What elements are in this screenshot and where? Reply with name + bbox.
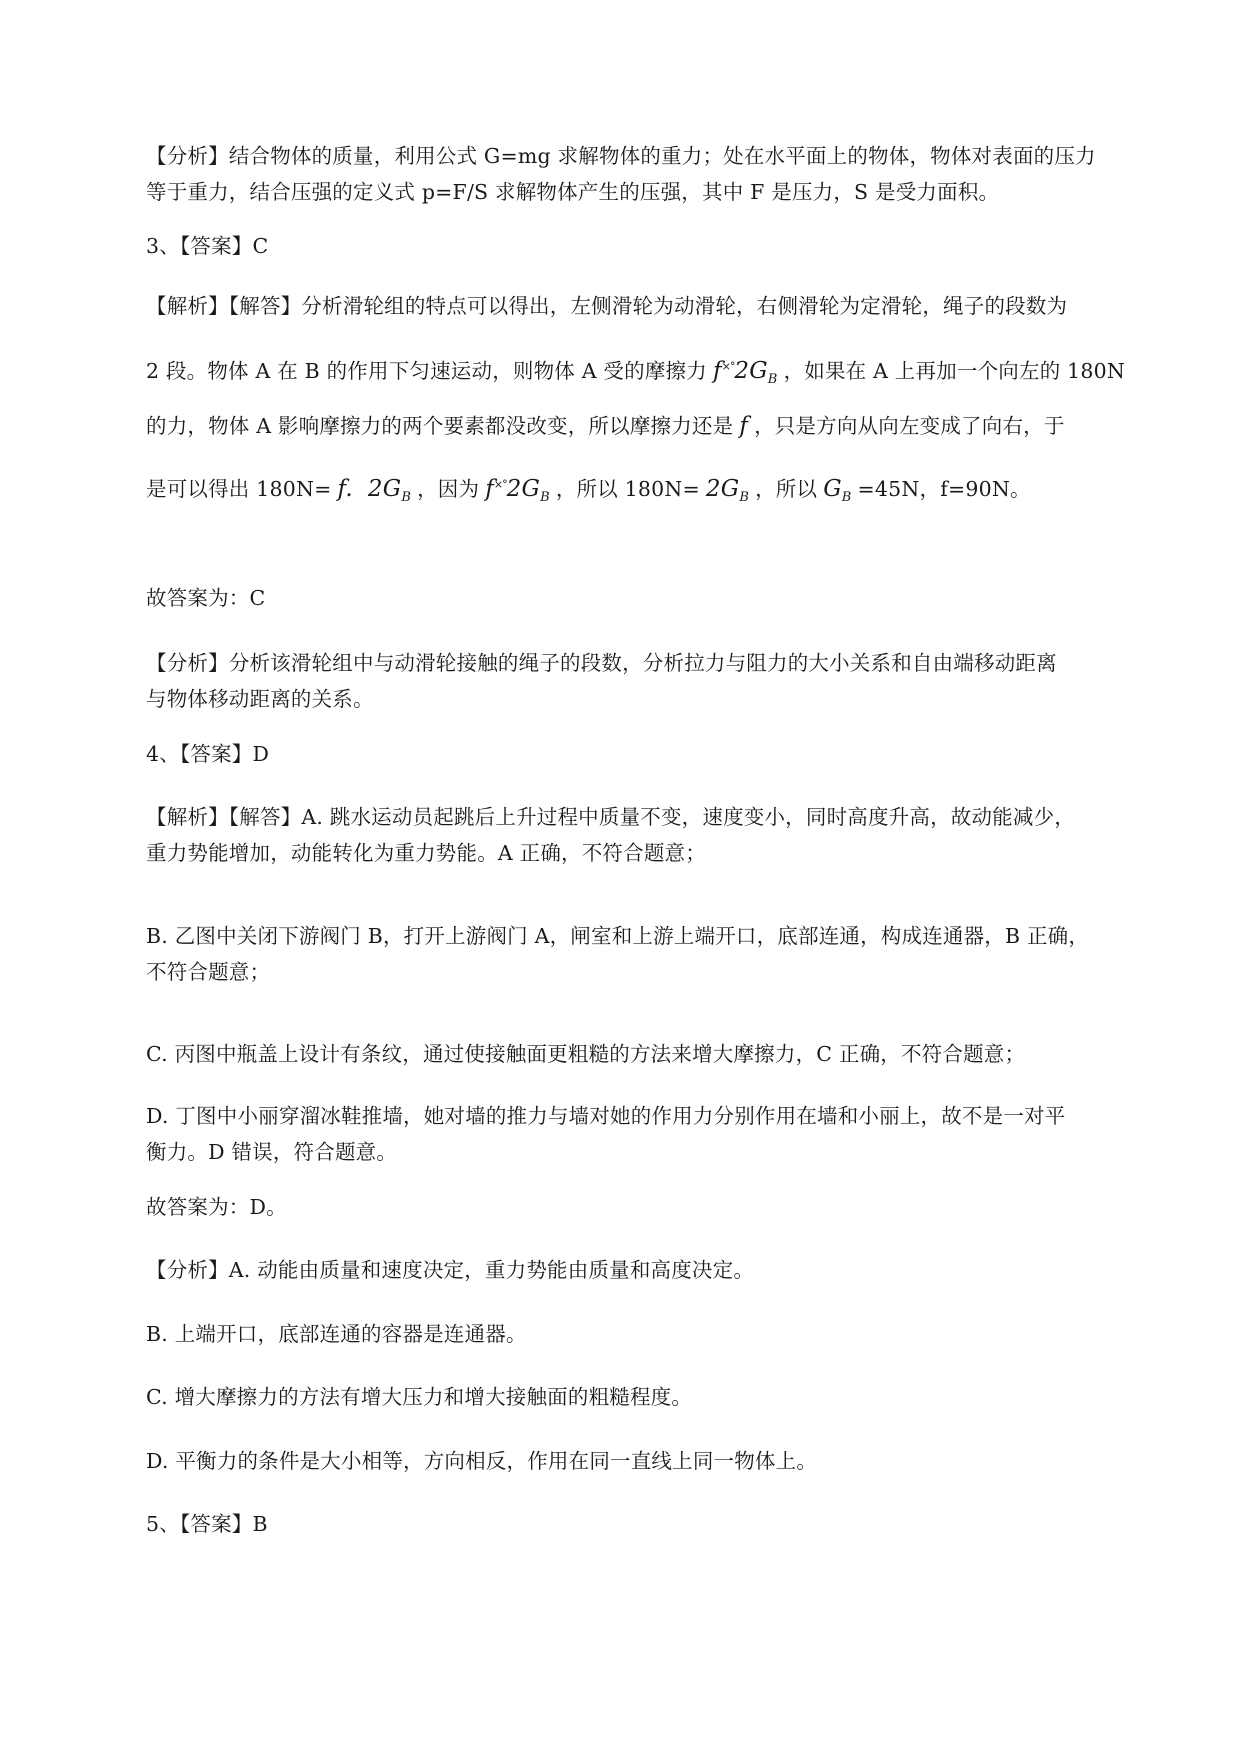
text-line: 【分析】分析该滑轮组中与动滑轮接触的绳子的段数，分析拉力与阻力的大小关系和自由端移动距离 bbox=[146, 651, 1057, 675]
solution-paragraph-3 bbox=[146, 291, 1196, 503]
text-line: B. 乙图中关闭下游阀门 B，打开上游阀门 A，闸室和上游上端开口，底部连通，构成连通器，B 正确， bbox=[146, 924, 1090, 948]
analysis-paragraph-4d bbox=[146, 1443, 1196, 1479]
text-line: B. 上端开口，底部连通的容器是连通器。 bbox=[146, 1322, 527, 1346]
answer-heading-5 bbox=[146, 1506, 1196, 1542]
text-line: 5、【答案】B bbox=[146, 1512, 268, 1536]
text-line: 3、【答案】C bbox=[146, 234, 269, 258]
text-line: 等于重力，结合压强的定义式 p=F/S 求解物体产生的压强，其中 F 是压力，S 是受力面积。 bbox=[146, 180, 1000, 204]
text-line: 【分析】A. 动能由质量和速度决定，重力势能由质量和高度决定。 bbox=[146, 1258, 755, 1282]
text-line: 重力势能增加，动能转化为重力势能。A 正确，不符合题意； bbox=[146, 841, 706, 865]
analysis-paragraph-3 bbox=[146, 645, 1196, 717]
text-line: 【分析】结合物体的质量，利用公式 G=mg 求解物体的重力；处在水平面上的物体，物体对表面的压力 bbox=[146, 144, 1096, 168]
text-line: 故答案为：C bbox=[146, 586, 266, 610]
text-line: C. 增大摩擦力的方法有增大压力和增大接触面的粗糙程度。 bbox=[146, 1385, 693, 1409]
text-line-with-formula: 2 段。物体 A 在 B 的作用下匀速运动，则物体 A 受的摩擦力 $f^{\times^\circ}2G_B$ ，如果在 A 上再加一个向左的 180N bbox=[146, 358, 1125, 387]
answer-heading-3 bbox=[146, 228, 1196, 264]
text-line-with-formula: 是可以得出 180N= f. $2G_B$ ，因为 $f^{\times^\circ}2G_B$ ，所以 $180N= 2G_B$ ，所以 $G_B =45N$，f=90N。 bbox=[146, 476, 1031, 505]
analysis-paragraph-2 bbox=[146, 138, 1196, 210]
solution-paragraph-4b bbox=[146, 918, 1196, 990]
text-line: 【解析】【解答】分析滑轮组的特点可以得出，左侧滑轮为动滑轮，右侧滑轮为定滑轮，绳子的段数为 bbox=[146, 294, 1068, 318]
text-line: C. 丙图中瓶盖上设计有条纹，通过使接触面更粗糙的方法来增大摩擦力，C 正确，不符合题意； bbox=[146, 1042, 1026, 1066]
text-line: 不符合题意； bbox=[146, 960, 271, 984]
text-line: 衡力。D 错误，符合题意。 bbox=[146, 1140, 398, 1164]
solution-paragraph-4c bbox=[146, 1036, 1196, 1072]
text-line-with-formula: 的力，物体 A 影响摩擦力的两个要素都没改变，所以摩擦力还是 f ，只是方向从向左变成了向右，于 bbox=[146, 413, 1065, 439]
analysis-paragraph-4a bbox=[146, 1252, 1196, 1288]
solution-paragraph-4d bbox=[146, 1098, 1196, 1170]
answer-heading-4 bbox=[146, 736, 1196, 772]
text-line: 4、【答案】D bbox=[146, 742, 270, 766]
analysis-paragraph-4b bbox=[146, 1316, 1196, 1352]
analysis-paragraph-4c bbox=[146, 1379, 1196, 1415]
solution-paragraph-4a bbox=[146, 799, 1196, 871]
final-answer-4 bbox=[146, 1189, 1196, 1225]
text-line: D. 丁图中小丽穿溜冰鞋推墙，她对墙的推力与墙对她的作用力分别作用在墙和小丽上，故不是一对平 bbox=[146, 1104, 1066, 1128]
text-line: 【解析】【解答】A. 跳水运动员起跳后上升过程中质量不变，速度变小，同时高度升高，故动能减少， bbox=[146, 805, 1075, 829]
text-line: 与物体移动距离的关系。 bbox=[146, 687, 374, 711]
text-line: D. 平衡力的条件是大小相等，方向相反，作用在同一直线上同一物体上。 bbox=[146, 1449, 818, 1473]
final-answer-3 bbox=[146, 580, 1196, 616]
text-line: 故答案为：D。 bbox=[146, 1195, 287, 1219]
